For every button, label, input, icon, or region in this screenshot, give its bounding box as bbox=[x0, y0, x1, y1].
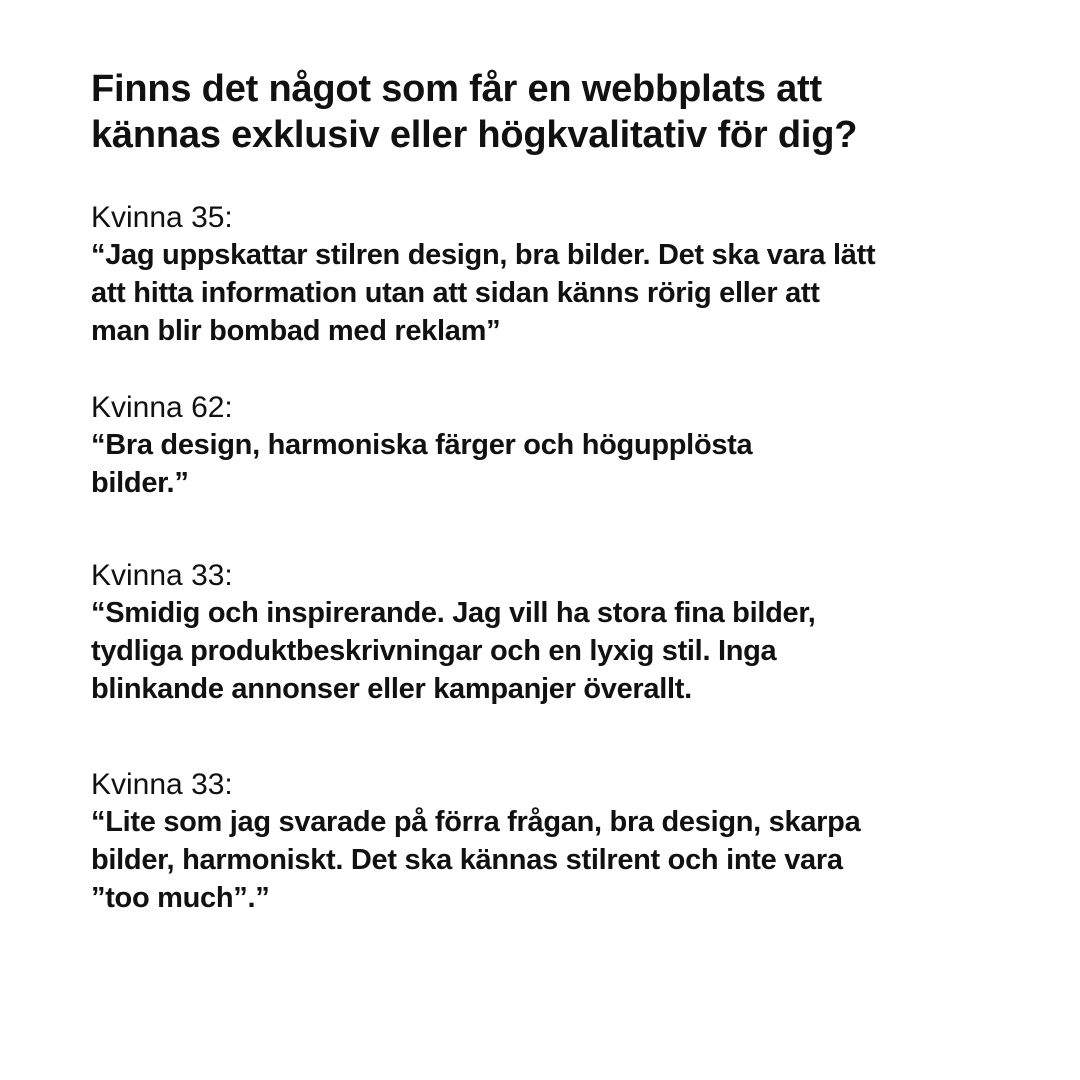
question-title-line-2: kännas exklusiv eller högkvalitativ för dig? bbox=[91, 114, 858, 156]
question-title bbox=[91, 66, 971, 158]
quote-line: att hitta information utan att sidan känns rörig eller att bbox=[91, 277, 820, 309]
response-speaker: Kvinna 62: bbox=[91, 391, 233, 424]
question-title-line-1: Finns det något som får en webbplats att bbox=[91, 68, 822, 110]
response-speaker: Kvinna 35: bbox=[91, 201, 233, 234]
survey-page bbox=[91, 66, 1011, 914]
quote-line: tydliga produktbeskrivningar och en lyxig stil. Inga bbox=[91, 635, 777, 667]
quote-line: ”too much”.” bbox=[91, 882, 270, 914]
response-quote bbox=[91, 594, 996, 708]
response-quote bbox=[91, 236, 996, 350]
quote-line: “Jag uppskattar stilren design, bra bilder. Det ska vara lätt bbox=[91, 239, 876, 271]
quote-line: blinkande annonser eller kampanjer överallt. bbox=[91, 673, 692, 705]
response-4 bbox=[91, 767, 996, 917]
response-2 bbox=[91, 390, 996, 502]
response-3 bbox=[91, 558, 996, 708]
response-1 bbox=[91, 200, 996, 350]
response-quote bbox=[91, 803, 996, 917]
quote-line: bilder.” bbox=[91, 467, 189, 499]
response-speaker: Kvinna 33: bbox=[91, 768, 233, 801]
quote-line: “Bra design, harmoniska färger och högupplösta bbox=[91, 429, 753, 461]
quote-line: “Lite som jag svarade på förra frågan, bra design, skarpa bbox=[91, 806, 861, 838]
response-quote bbox=[91, 426, 996, 502]
response-speaker: Kvinna 33: bbox=[91, 559, 233, 592]
quote-line: bilder, harmoniskt. Det ska kännas stilrent och inte vara bbox=[91, 844, 843, 876]
quote-line: “Smidig och inspirerande. Jag vill ha stora fina bilder, bbox=[91, 597, 816, 629]
quote-line: man blir bombad med reklam” bbox=[91, 315, 501, 347]
